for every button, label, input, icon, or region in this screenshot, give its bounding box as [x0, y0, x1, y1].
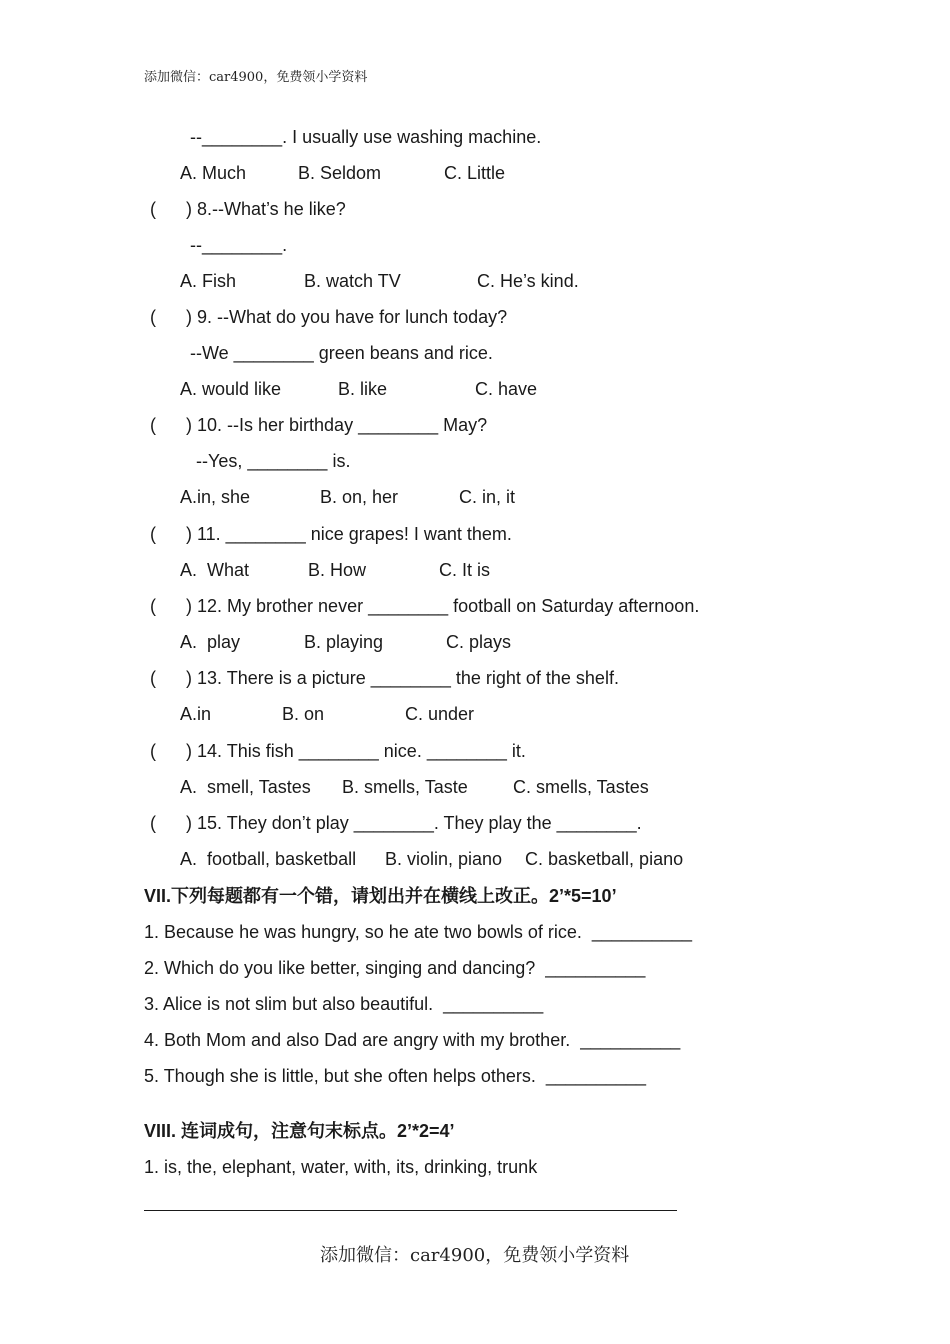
q13-option-c: C. under — [405, 704, 475, 724]
q11-option-c: C. It is — [439, 560, 491, 580]
q8-answer-line: --________. — [190, 235, 288, 255]
q10-option-b: B. on, her — [320, 487, 399, 507]
q8-stem: ( ) 8.--What’s he like? — [150, 199, 346, 219]
q7-option-a: A. Much — [180, 163, 247, 183]
q12-option-c: C. plays — [446, 632, 512, 652]
q9-option-b: B. like — [338, 379, 388, 399]
section-7-item-5: 5. Though she is little, but she often helps others. __________ — [144, 1066, 647, 1086]
q11-option-a: A. What — [180, 560, 250, 580]
q10-option-a: A.in, she — [180, 487, 251, 507]
q9-option-a: A. would like — [180, 379, 282, 399]
q7-option-b: B. Seldom — [298, 163, 382, 183]
q10-option-c: C. in, it — [459, 487, 516, 507]
q9-answer-line: --We ________ green beans and rice. — [190, 343, 493, 363]
q9-option-c: C. have — [475, 379, 538, 399]
q11-option-b: B. How — [308, 560, 367, 580]
q12-option-b: B. playing — [304, 632, 384, 652]
q15-option-c: C. basketball, piano — [525, 849, 684, 869]
q15-option-a: A. football, basketball — [180, 849, 357, 869]
answer-rule — [144, 1210, 677, 1211]
q10-answer-line: --Yes, ________ is. — [196, 451, 351, 471]
q13-option-a: A.in — [180, 704, 212, 724]
page-footer: 添加微信：car4900，免费领小学资料 — [320, 1245, 630, 1266]
section-7-item-4: 4. Both Mom and also Dad are angry with my brother. __________ — [144, 1030, 681, 1050]
page-header: 添加微信：car4900，免费领小学资料 — [144, 70, 368, 85]
q12-option-a: A. play — [180, 632, 241, 652]
q13-option-b: B. on — [282, 704, 325, 724]
section-8-heading: VIII. 连词成句，注意句末标点。2’*2=4’ — [144, 1121, 455, 1141]
q15-option-b: B. violin, piano — [385, 849, 503, 869]
q15-stem: ( ) 15. They don’t play ________. They play the ________. — [150, 813, 642, 833]
q7-answer-line: --________. I usually use washing machine. — [190, 127, 542, 147]
q14-option-b: B. smells, Taste — [342, 777, 468, 797]
section-8-item-1: 1. is, the, elephant, water, with, its, drinking, trunk — [144, 1157, 538, 1177]
q11-stem: ( ) 11. ________ nice grapes! I want them. — [150, 524, 512, 544]
q8-option-a: A. Fish — [180, 271, 237, 291]
section-7-heading: VII.下列每题都有一个错，请划出并在横线上改正。2’*5=10’ — [144, 886, 617, 906]
section-7-item-1: 1. Because he was hungry, so he ate two bowls of rice. __________ — [144, 922, 693, 942]
q13-stem: ( ) 13. There is a picture ________ the right of the shelf. — [150, 668, 619, 688]
q14-stem: ( ) 14. This fish ________ nice. ________ it. — [150, 741, 526, 761]
q12-stem: ( ) 12. My brother never ________ football on Saturday afternoon. — [150, 596, 700, 616]
section-7-item-3: 3. Alice is not slim but also beautiful. __________ — [144, 994, 544, 1014]
q8-option-c: C. He’s kind. — [477, 271, 579, 291]
q8-option-b: B. watch TV — [304, 271, 401, 291]
q14-option-a: A. smell, Tastes — [180, 777, 311, 797]
section-7-item-2: 2. Which do you like better, singing and dancing? __________ — [144, 958, 646, 978]
q7-option-c: C. Little — [444, 163, 506, 183]
q14-option-c: C. smells, Tastes — [513, 777, 649, 797]
q10-stem: ( ) 10. --Is her birthday ________ May? — [150, 415, 488, 435]
q9-stem: ( ) 9. --What do you have for lunch today? — [150, 307, 508, 327]
